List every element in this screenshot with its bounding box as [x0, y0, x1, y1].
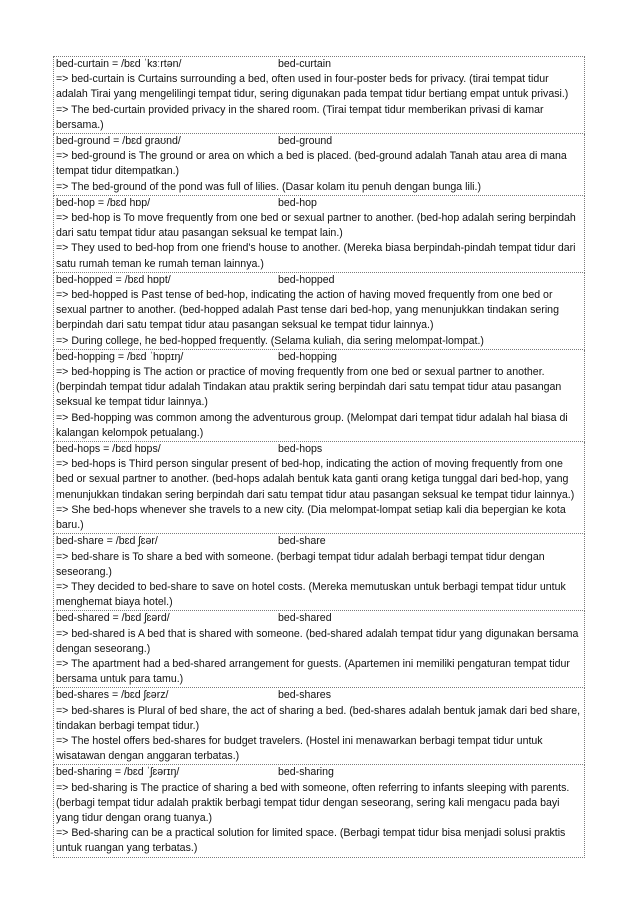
entry-example: => The bed-curtain provided privacy in the shared room. (Tirai tempat tidur memberikan privasi di kamar bersama.): [56, 103, 544, 131]
entry-term: bed-hops: [278, 443, 323, 456]
dictionary-entry: [53, 350, 585, 442]
entry-header: [56, 350, 582, 365]
entry-term: bed-shared: [278, 612, 332, 625]
entry-example: => The apartment had a bed-shared arrangement for guests. (Apartemen ini memiliki pengaturan tempat tidur bersama untuk para tamu.): [56, 657, 570, 686]
entry-header: [56, 442, 582, 457]
entry-header: [56, 688, 582, 703]
entry-headword: bed-ground = /bɛd graʊnd/: [56, 135, 181, 148]
entry-term: bed-shares: [278, 689, 331, 702]
entry-example: => During college, he bed-hopped frequently. (Selama kuliah, dia sering melompat-lompat.): [56, 334, 484, 347]
entry-definition: => bed-hop is To move frequently from one bed or sexual partner to another. (bed-hop adalah sering berpindah dari satu tempat tidur atau pasangan seksual ke tempat lain.): [56, 212, 576, 240]
entry-headword: bed-shared = /bɛd ʃɛərd/: [56, 612, 170, 625]
entry-definition: => bed-hopping is The action or practice of moving frequently from one bed or sexual partner to another. (berpindah tempat tidur adalah Tindakan atau praktik sering berpindah dari satu tempat tidur atau pasangan seksual ke tempat tidur lainnya.): [56, 366, 562, 409]
entry-example: => Bed-hopping was common among the adventurous group. (Melompat dari tempat tidur adalah hal biasa di kalangan kelompok petualang.): [56, 411, 568, 439]
entry-term: bed-hopping: [278, 350, 337, 363]
entry-header: [56, 534, 582, 549]
entry-term: bed-hopped: [278, 273, 335, 286]
entry-header: [56, 273, 582, 288]
entry-headword: bed-hopped = /bɛd hɒpt/: [56, 273, 171, 286]
entry-term: bed-share: [278, 535, 326, 548]
entry-header: [56, 611, 582, 626]
entry-definition: => bed-shares is Plural of bed share, the act of sharing a bed. (bed-shares adalah bentuk jamak dari bed share, tindakan berbagi tempat tidur.): [56, 704, 581, 732]
entry-example: => She bed-hops whenever she travels to a new city. (Dia melompat-lompat setiap kali dia bepergian ke kota baru.): [56, 503, 566, 532]
entry-definition: => bed-sharing is The practice of sharing a bed with someone, often referring to infants sleeping with parents. (berbagi tempat tidur adalah praktik berbagi tempat tidur dengan seseorang, sering kali mengacu pada bayi yang tidur dengan orang tuanya.): [56, 781, 570, 824]
dictionary-entry: [53, 134, 585, 196]
entry-definition: => bed-share is To share a bed with someone. (berbagi tempat tidur adalah berbagi tempat tidur dengan seseorang.): [56, 550, 545, 578]
entry-header: [56, 134, 582, 149]
entry-headword: bed-sharing = /bɛd ˈʃɛərɪŋ/: [56, 766, 180, 779]
entry-header: [56, 196, 582, 211]
dictionary-entry: [53, 196, 585, 273]
entry-term: bed-ground: [278, 135, 333, 148]
entry-definition: => bed-curtain is Curtains surrounding a bed, often used in four-poster beds for privacy. (tirai tempat tidur adalah Tirai yang mengelilingi tempat tidur, sering digunakan pada tempat tidur bertiang empat untuk privasi.): [56, 73, 569, 101]
entry-term: bed-sharing: [278, 766, 334, 779]
entry-example: => They decided to bed-share to save on hotel costs. (Mereka memutuskan untuk berbagi tempat tidur untuk menghemat biaya hotel.): [56, 580, 566, 609]
entry-header: [56, 765, 582, 780]
entry-headword: bed-hopping = /bɛd ˈhɒpɪŋ/: [56, 350, 184, 363]
entry-headword: bed-shares = /bɛd ʃɛərz/: [56, 689, 169, 702]
entry-headword: bed-curtain = /bɛd ˈkɜːrtən/: [56, 58, 182, 70]
dictionary-page: [53, 56, 585, 858]
entry-headword: bed-hop = /bɛd hɒp/: [56, 196, 151, 209]
entry-headword: bed-share = /bɛd ʃɛər/: [56, 535, 158, 548]
dictionary-entry: [53, 611, 585, 688]
entry-definition: => bed-shared is A bed that is shared with someone. (bed-shared adalah tempat tidur yang digunakan bersama dengan seseorang.): [56, 627, 579, 655]
entry-example: => The bed-ground of the pond was full of lilies. (Dasar kolam itu penuh dengan bunga lili.): [56, 180, 481, 193]
entry-example: => Bed-sharing can be a practical solution for limited space. (Berbagi tempat tidur bisa menjadi solusi praktis untuk ruangan yang terbatas.): [56, 827, 566, 855]
dictionary-entry: [53, 442, 585, 534]
dictionary-entry: [53, 273, 585, 350]
entry-definition: => bed-hopped is Past tense of bed-hop, indicating the action of having moved frequently from one bed or sexual partner to another. (bed-hopped adalah Past tense dari bed-hop, yang menunjukkan tindakan sering berpindah dari satu tempat tidur atau pasangan seksual ke tempat tidur lainnya.): [56, 289, 559, 332]
entry-definition: => bed-ground is The ground or area on which a bed is placed. (bed-ground adalah Tanah atau area di mana tempat tidur ditempatkan.): [56, 150, 567, 178]
dictionary-entry: [53, 765, 585, 857]
entry-headword: bed-hops = /bɛd hɒps/: [56, 443, 161, 456]
dictionary-entry: [53, 688, 585, 765]
entry-example: => The hostel offers bed-shares for budget travelers. (Hostel ini menawarkan berbagi tempat tidur untuk wisatawan dengan anggaran terbatas.): [56, 734, 543, 763]
entry-term: bed-curtain: [278, 58, 331, 70]
dictionary-entry: [53, 56, 585, 134]
entry-header: [56, 57, 582, 72]
entry-term: bed-hop: [278, 196, 317, 209]
entry-definition: => bed-hops is Third person singular present of bed-hop, indicating the action of moving frequently from one bed or sexual partner to another. (bed-hops adalah bentuk kata ganti orang ketiga tunggal dari bed-hop, yang menunjukkan tindakan sering berpindah dari satu tempat tidur atau pasangan seksual ke tempat tidur lainnya.): [56, 458, 575, 501]
entry-example: => They used to bed-hop from one friend's house to another. (Mereka biasa berpindah-pindah tempat tidur dari satu rumah teman ke rumah teman lainnya.): [56, 242, 576, 270]
dictionary-entry: [53, 534, 585, 611]
